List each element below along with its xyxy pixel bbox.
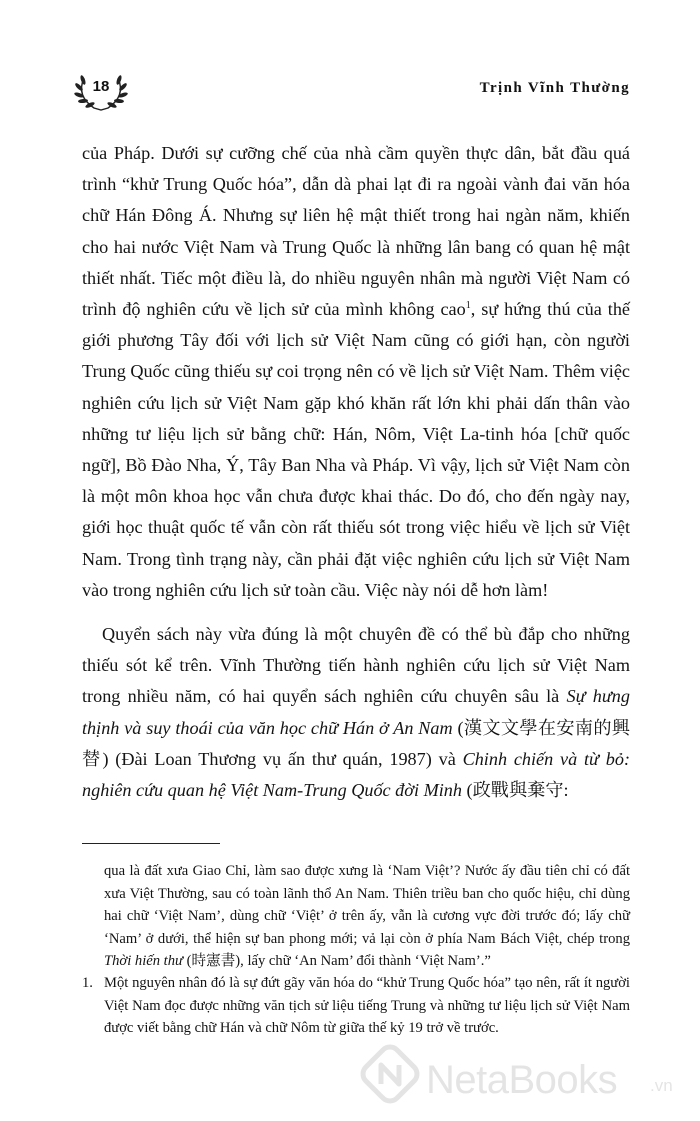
paragraph-2-text: Quyển sách này vừa đúng là một chuyên đề có thể bù đắp cho những thiếu sót kể trên. Vĩnh Thường tiến hành nghiên cứu lịch sử Việt Nam trong nhiều năm, có hai quyển sách nghiên cứu chuyên sâu là — [82, 624, 630, 707]
footnote-continued — [104, 860, 630, 973]
watermark-brand: NetaBooks — [426, 1058, 618, 1102]
page-number-block — [70, 66, 132, 116]
footnote-ref-1: 1 — [465, 299, 471, 311]
page-number: 18 — [92, 78, 110, 95]
paragraph-1-text: của Pháp. Dưới sự cưỡng chế của nhà cầm quyền thực dân, bắt đầu quá trình “khử Trung Quốc hóa”, dẫn dà phai lạt đi ra ngoài vành đai văn hóa chữ Hán Đông Á. Nhưng sự liên hệ mật thiết trong hai ngàn năm, khiến cho hai nước Việt Nam và Trung Quốc là những lân bang có quan hệ mật thiết nhất. Tiếc một điều là, do nhiều nguyên nhân mà người Việt Nam có trình độ nghiên cứu về lịch sử của mình không cao — [82, 143, 630, 320]
footnote-1-number: 1. — [82, 975, 93, 991]
paragraph-1-text-cont: , sự hứng thú của thế giới phương Tây đối với lịch sử Việt Nam cũng có giới hạn, còn người Trung Quốc cũng thiếu sự coi trọng nên có về lịch sử Việt Nam. Thêm việc nghiên cứu lịch sử Việt Nam gặp khó khăn rất lớn khi phải dấn thân vào những tư liệu lịch sử bằng chữ: Hán, Nôm, Việt La-tinh hóa [chữ quốc ngữ], Bồ Đào Nha, Ý, Tây Ban Nha và Pháp. Vì vậy, lịch sử Việt Nam còn là một môn khoa học vẫn chưa được khai thác. Do đó, cho đến ngày nay, giới học thuật quốc tế vẫn còn rất thiếu sót trong việc hiểu về lịch sử Việt Nam. Trong tình trạng này, cần phải đặt việc nghiên cứu lịch sử Việt Nam vào trong nghiên cứu lịch sử toàn cầu. Việc này nói dễ hơn làm! — [82, 299, 630, 600]
main-text — [82, 138, 630, 806]
footnote-continued-end: (時憲書), lấy chữ ‘An Nam’ đổi thành ‘Việt Nam’.” — [183, 953, 491, 970]
paragraph-2-text-cont: (漢文文學在安南的興替) (Đài Loan Thương vụ ấn thư quán, 1987) và — [82, 717, 630, 769]
book-title-2: Chinh chiến và từ bỏ: nghiên cứu quan hệ Việt Nam-Trung Quốc đời Minh — [82, 748, 631, 801]
book-title-1: Sự hưng thịnh và suy thoái của văn học chữ Hán ở An Nam — [82, 686, 630, 738]
running-header-author: Trịnh Vĩnh Thường — [479, 80, 630, 96]
paragraph-2 — [82, 619, 630, 806]
footnote-divider — [82, 843, 220, 844]
footnote-italic-title: Thời hiến thư — [104, 953, 183, 970]
footnote-1-text: Một nguyên nhân đó là sự đứt gãy văn hóa do “khử Trung Quốc hóa” tạo nên, rất ít người Việt Nam đọc được những văn tịch sử liệu tiếng Trung và những tư liệu lịch sử Việt Nam được viết bằng chữ Hán và chữ Nôm từ giữa thế kỷ 19 trở về trước. — [104, 975, 630, 1037]
netabooks-logo-icon — [360, 1044, 422, 1106]
netabooks-watermark — [360, 1044, 690, 1114]
footnote-continued-text: qua là đất xưa Giao Chỉ, làm sao được xưng là ‘Nam Việt’? Nước ấy đầu tiên chỉ có đất xưa Việt Thường, sau có toàn lãnh thổ An Nam. Thiên triều ban cho quốc hiệu, chỉ dùng hai chữ ‘Việt Nam’, dùng chữ ‘Việt’ ở trên ấy, vẫn là cương vực đời trước đó; lấy chữ ‘Nam’ ở dưới, thể hiện sự ban phong mới; vả lại còn ở phía Nam Bách Việt, chép trong — [104, 863, 630, 947]
footnote-1 — [82, 972, 630, 1040]
watermark-suffix: .vn — [650, 1076, 673, 1095]
paragraph-2-text-end: (政戰與棄守: — [461, 780, 569, 801]
paragraph-1 — [82, 138, 630, 606]
